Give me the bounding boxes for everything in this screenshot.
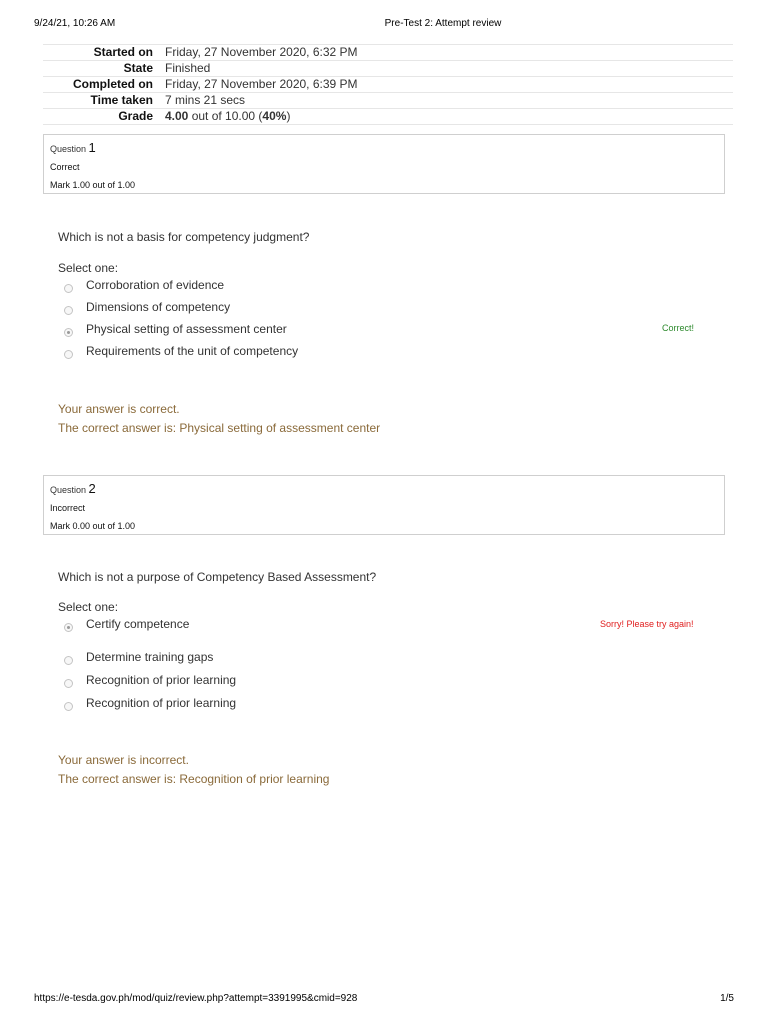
summary-label: Completed on xyxy=(43,77,165,93)
answer-option-label: Requirements of the unit of competency xyxy=(86,344,299,358)
summary-row xyxy=(43,45,733,61)
answer-result: Your answer is correct. xyxy=(58,402,180,416)
radio-button[interactable] xyxy=(64,702,73,711)
question-number: Question 2 xyxy=(50,481,96,496)
radio-button[interactable] xyxy=(64,306,73,315)
grade-value xyxy=(165,109,733,125)
radio-button-checked[interactable] xyxy=(64,623,73,632)
question-state: Correct xyxy=(50,162,80,172)
summary-value: Friday, 27 November 2020, 6:32 PM xyxy=(165,45,733,61)
answer-option-label: Recognition of prior learning xyxy=(86,696,237,710)
radio-button[interactable] xyxy=(64,656,73,665)
feedback-correct: Correct! xyxy=(662,323,695,333)
summary-row xyxy=(43,61,733,77)
grade-score: 4.00 xyxy=(165,109,189,123)
attempt-summary-table xyxy=(43,44,733,125)
answer-option-label: Certify competence xyxy=(86,617,190,631)
answer-option-label: Corroboration of evidence xyxy=(86,278,225,292)
question-number-value: 1 xyxy=(88,140,96,155)
question-2-info xyxy=(43,475,725,535)
select-one-prompt: Select one: xyxy=(58,261,119,275)
radio-button-checked[interactable] xyxy=(64,328,73,337)
grade-percent: 40% xyxy=(262,109,287,123)
summary-label: Time taken xyxy=(43,93,165,109)
correct-answer: The correct answer is: Physical setting of assessment center xyxy=(58,421,381,435)
answer-option-label: Recognition of prior learning xyxy=(86,673,237,687)
question-2-outcome xyxy=(58,751,329,789)
print-url: https://e-tesda.gov.ph/mod/quiz/review.php?attempt=3391995&cmid=928 xyxy=(34,993,358,1004)
feedback-incorrect: Sorry! Please try again! xyxy=(600,619,694,629)
summary-label: Grade xyxy=(43,109,165,125)
summary-label: State xyxy=(43,61,165,77)
question-number-value: 2 xyxy=(88,481,96,496)
answer-option-label: Physical setting of assessment center xyxy=(86,322,287,336)
grade-out-of: out of 10.00 ( xyxy=(188,109,263,123)
question-1-text: Which is not a basis for competency judgment? xyxy=(58,230,310,244)
question-mark: Mark 0.00 out of 1.00 xyxy=(50,521,136,531)
radio-button[interactable] xyxy=(64,284,73,293)
question-1-info xyxy=(43,134,725,194)
question-state: Incorrect xyxy=(50,503,86,513)
summary-label: Started on xyxy=(43,45,165,61)
correct-answer: The correct answer is: Recognition of prior learning xyxy=(58,772,330,786)
summary-row xyxy=(43,77,733,93)
radio-button[interactable] xyxy=(64,679,73,688)
summary-value: Finished xyxy=(165,61,733,77)
question-mark: Mark 1.00 out of 1.00 xyxy=(50,180,136,190)
print-date: 9/24/21, 10:26 AM xyxy=(34,18,116,29)
answer-result: Your answer is incorrect. xyxy=(58,753,189,767)
question-1-outcome xyxy=(58,400,380,438)
question-number: Question 1 xyxy=(50,140,96,155)
question-2-text: Which is not a purpose of Competency Based Assessment? xyxy=(58,570,377,584)
grade-close: ) xyxy=(286,109,291,123)
print-title: Pre-Test 2: Attempt review xyxy=(384,18,502,29)
radio-button[interactable] xyxy=(64,350,73,359)
select-one-prompt: Select one: xyxy=(58,600,119,614)
answer-option-label: Dimensions of competency xyxy=(86,300,231,314)
summary-value: Friday, 27 November 2020, 6:39 PM xyxy=(165,77,733,93)
summary-row-grade xyxy=(43,109,733,125)
summary-row xyxy=(43,93,733,109)
answer-option-label: Determine training gaps xyxy=(86,650,214,664)
summary-value: 7 mins 21 secs xyxy=(165,93,733,109)
page-number: 1/5 xyxy=(720,993,734,1004)
